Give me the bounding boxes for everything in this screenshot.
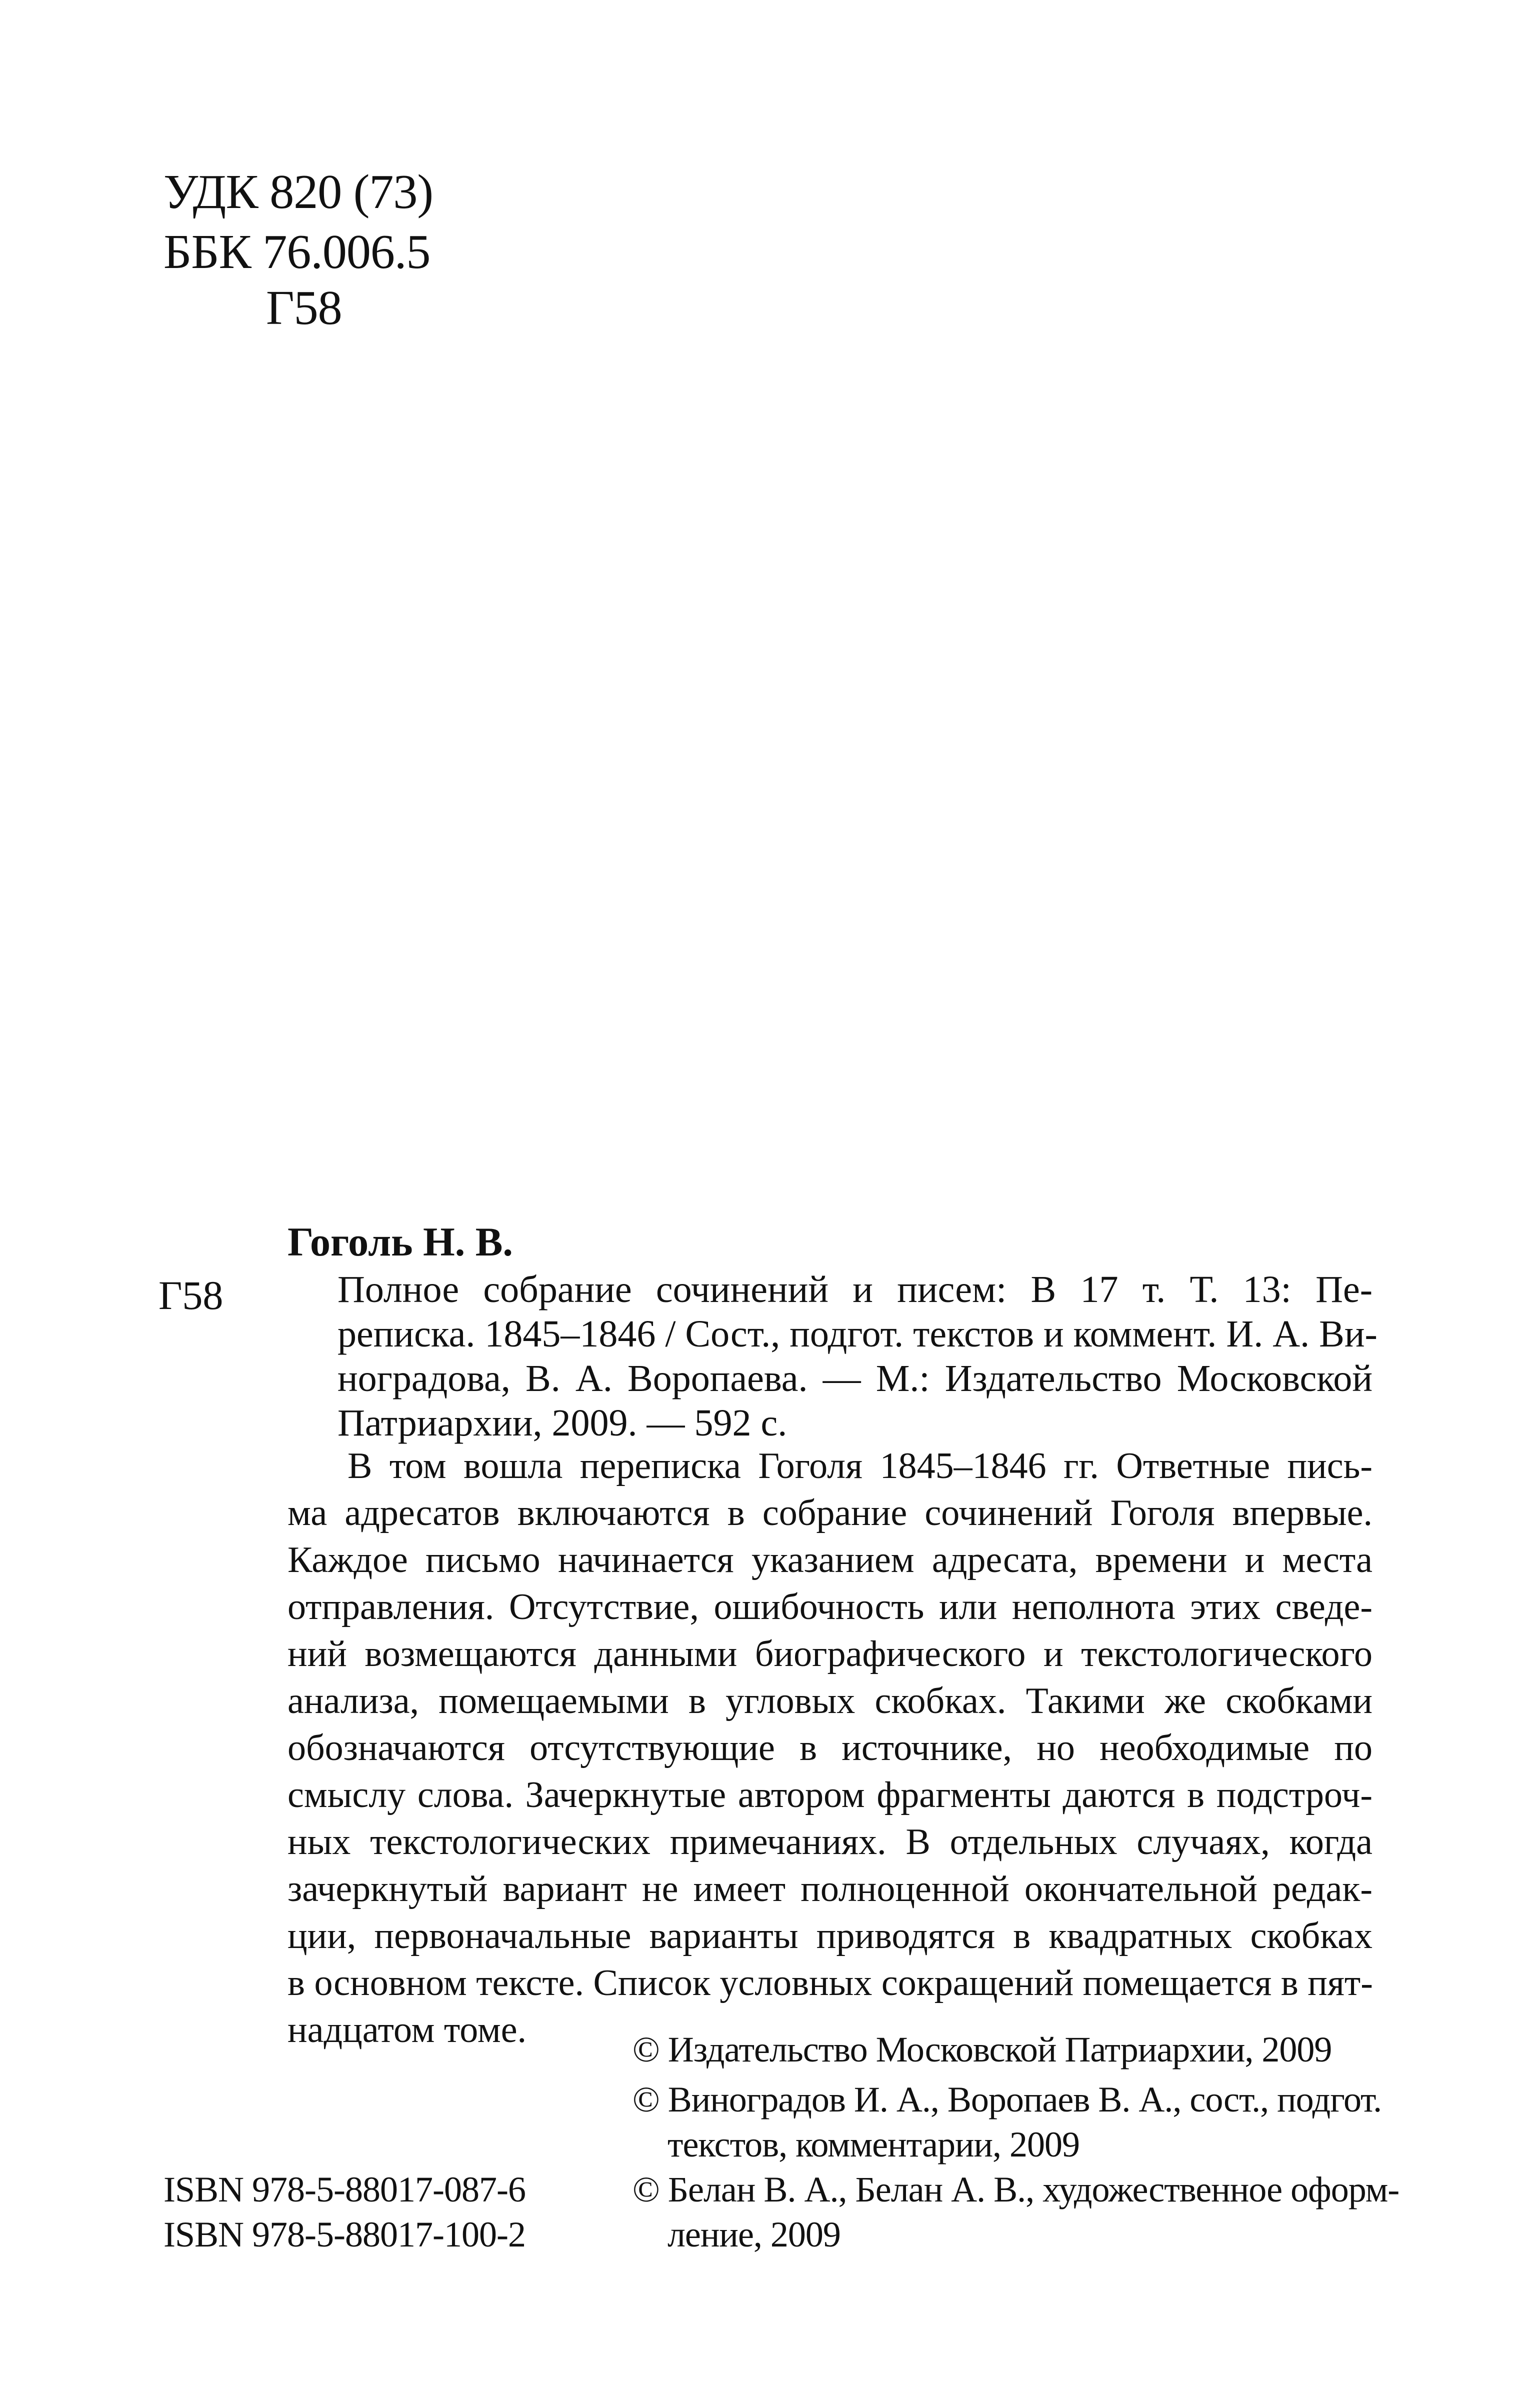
udk-code: УДК 820 (73) [164,165,433,219]
annotation [288,1442,1372,2054]
copyright-design-continued: ление, 2009 [668,2214,840,2254]
annotation-line: ма адресатов включаются в собрание сочинений Гоголя впервые. [288,1492,1372,1534]
copyright-compilers: © Виноградов И. А., Воропаев В. А., сост., подгот. [632,2080,1382,2120]
annotation-line: ных текстологических примечаниях. В отдельных случаях, когда [288,1822,1372,1862]
description-line: Полное собрание сочинений и писем: В 17 т. Т. 13: Пе- [338,1268,1372,1310]
annotation-line: В том вошла переписка Гоголя 1845–1846 гг. Ответные пись- [348,1446,1372,1486]
copyright-design: © Белан В. А., Белан А. В., художественное оформ- [632,2170,1400,2210]
annotation-line: отправления. Отсутствие, ошибочность или неполнота этих сведе- [288,1586,1372,1628]
description-line: Патриархии, 2009. — 592 с. [338,1402,788,1444]
isbn-first: ISBN 978-5-88017-087-6 [164,2170,526,2210]
isbn-second: ISBN 978-5-88017-100-2 [164,2214,526,2254]
annotation-line: обозначаются отсутствующие в источнике, но необходимые по [288,1728,1372,1768]
annotation-line: ний возмещаются данными биографического и текстологического [288,1634,1372,1674]
annotation-line: надцатом томе. [288,2010,527,2050]
description-line: реписка. 1845–1846 / Сост., подгот. текстов и коммент. И. А. Ви- [338,1313,1378,1355]
annotation-line: Каждое письмо начинается указанием адресата, времени и места [288,1540,1372,1580]
annotation-line: ции, первоначальные варианты приводятся в квадратных скобках [288,1916,1372,1956]
description-line: ноградова, В. А. Воропаева. — М.: Издательство Московской [338,1358,1372,1400]
annotation-line: смыслу слова. Зачеркнутые автором фрагменты даются в подстроч- [288,1774,1372,1816]
author-sign-code: Г58 [266,281,342,335]
copyright-publisher: © Издательство Московской Патриархии, 2009 [632,2030,1332,2070]
record-description [338,1268,1378,1446]
bbk-code: ББК 76.006.5 [164,225,430,279]
annotation-line: анализа, помещаемыми в угловых скобках. Такими же скобками [288,1680,1372,1722]
record-author: Гоголь Н. В. [288,1219,513,1264]
record-author-sign-code: Г58 [158,1272,224,1318]
copyright-compilers-continued: текстов, комментарии, 2009 [668,2124,1080,2164]
annotation-line: зачеркнутый вариант не имеет полноценной окончательной редак- [288,1868,1372,1910]
annotation-line: в основном тексте. Список условных сокращений помещается в пят- [288,1962,1373,2004]
